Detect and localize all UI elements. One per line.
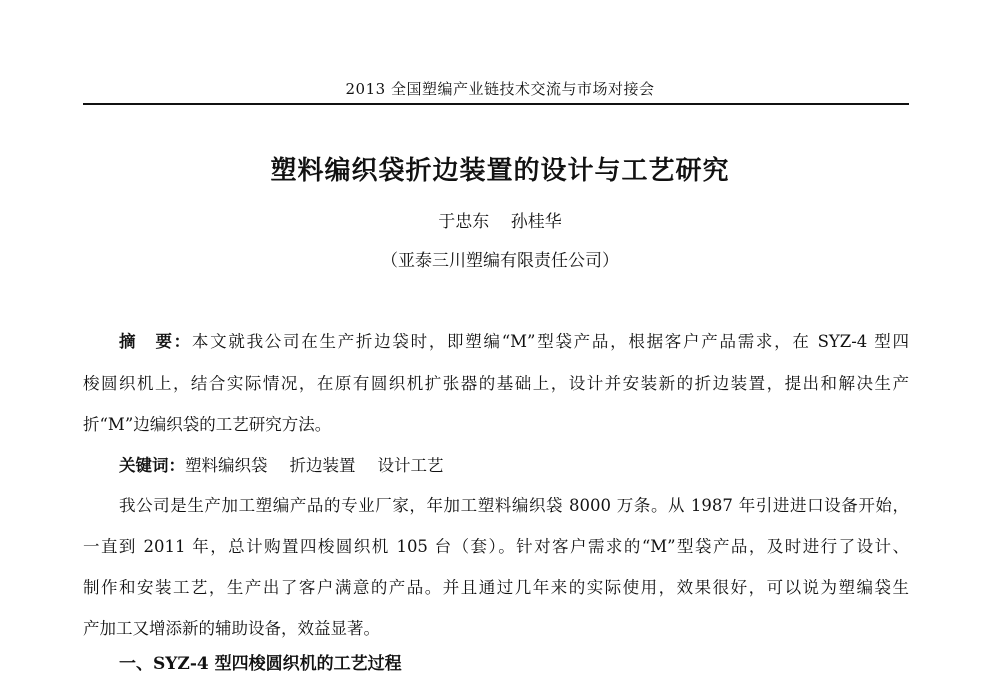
- keyword-item: 设计工艺: [377, 456, 444, 475]
- abstract-line-3: 折“M”边编织袋的工艺研究方法。: [83, 415, 332, 434]
- conference-header: 2013 全国塑编产业链技术交流与市场对接会: [345, 80, 655, 98]
- body-line-3: 制作和安装工艺，生产出了客户满意的产品。并且通过几年来的实际使用，效果很好，可以说为塑编袋生: [83, 578, 909, 597]
- keywords-label: 关键词：: [119, 456, 185, 475]
- keyword-item: 折边装置: [289, 456, 356, 475]
- body-line-2: 一直到 2011 年，总计购置四梭圆织机 105 台（套）。针对客户需求的“M”型袋产品，及时进行了设计、: [83, 537, 909, 556]
- keywords-line: [119, 454, 909, 478]
- paper-title: 塑料编织袋折边装置的设计与工艺研究: [270, 156, 730, 186]
- paper-affiliation: （亚泰三川塑编有限责任公司）: [381, 251, 619, 271]
- section-heading: 一、SYZ-4 型四梭圆织机的工艺过程: [119, 654, 402, 674]
- abstract-line-1: [119, 330, 909, 354]
- keyword-item: 塑料编织袋: [185, 456, 268, 475]
- header-rule: [83, 103, 909, 105]
- abstract-label: 摘 要：: [119, 332, 192, 351]
- body-line-1: 我公司是生产加工塑编产品的专业厂家，年加工塑料编织袋 8000 万条。从 1987 年引进进口设备开始，: [119, 496, 909, 515]
- abstract-line-2: 梭圆织机上，结合实际情况，在原有圆织机扩张器的基础上，设计并安装新的折边装置，提出和解决生产: [83, 374, 909, 393]
- body-line-4: 产加工又增添新的辅助设备，效益显著。: [83, 619, 380, 638]
- paper-authors: 于忠东 孙桂华: [438, 212, 562, 232]
- abstract-text-1: 本文就我公司在生产折边袋时，即塑编“M”型袋产品，根据客户产品需求，在 SYZ-4 型四: [191, 332, 909, 351]
